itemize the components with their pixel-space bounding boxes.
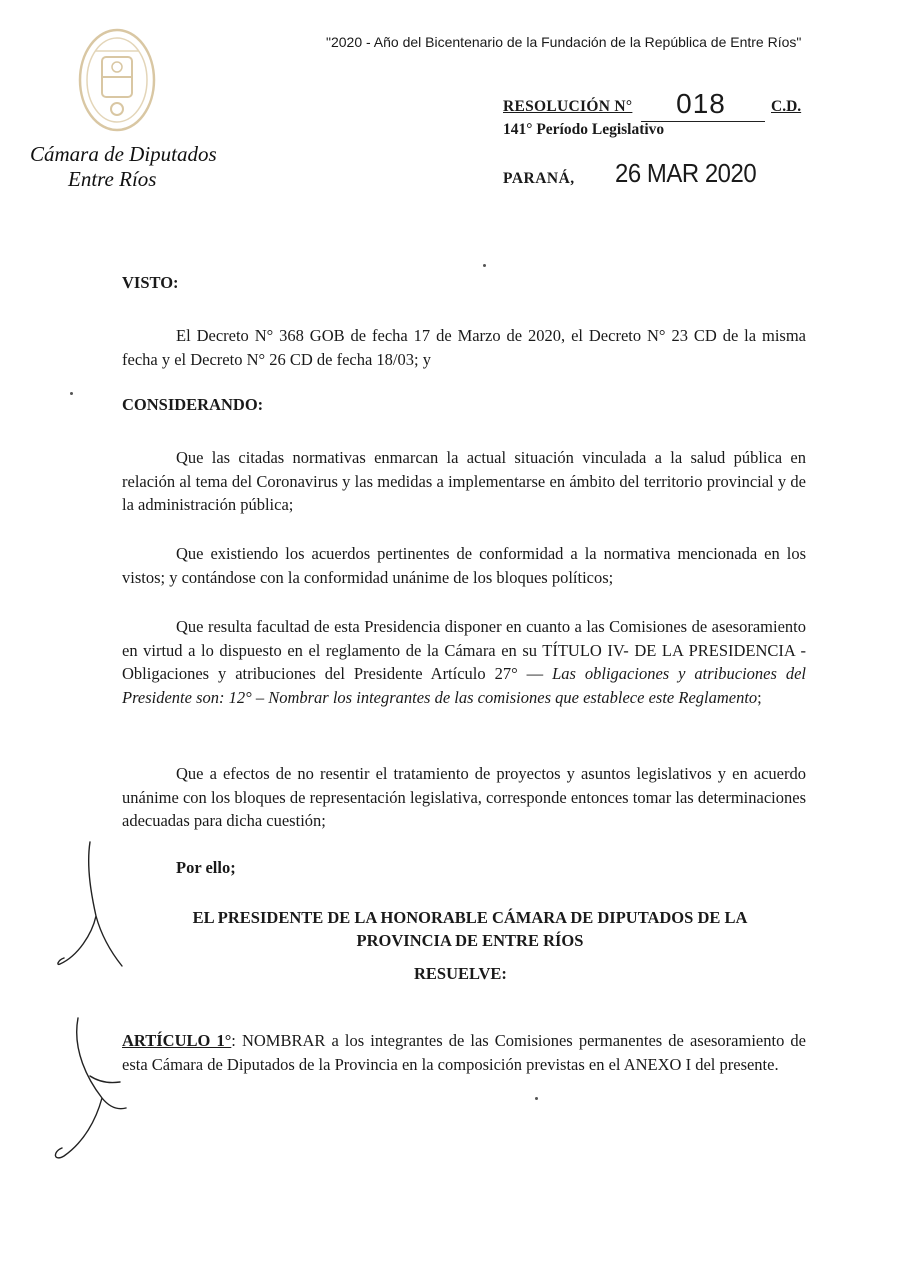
considerando-text-1: Que las citadas normativas enmarcan la actual situación vinculada a la salud pública en relación al tema del Coronavirus y las medidas a implementarse en ámbito del territorio provincial y de la administración pública; [122,448,806,514]
considerando-text-3: Que resulta facultad de esta Presidencia disponer en cuanto a las Comisiones de asesoramiento en virtud a lo dispuesto en el reglamento de la Cámara en su TÍTULO IV- DE LA PRESIDENCIA - Obligaciones y atribuciones del Presidente Artículo 27° — [122,617,806,683]
considerando-text-3-end: ; [757,687,762,707]
resolving-authority-line1: EL PRESIDENTE DE LA HONORABLE CÁMARA DE DIPUTADOS DE LA [192,908,748,927]
por-ello: Por ello; [176,858,236,877]
articulo-1-label: ARTÍCULO 1° [122,1031,232,1050]
visto-heading: VISTO: [122,273,179,292]
visto-paragraph [122,324,806,371]
considerando-heading: CONSIDERANDO: [122,395,264,414]
considerando-text-4: Que a efectos de no resentir el tratamiento de proyectos y asuntos legislativos y en acuerdo unánime con los bloques de representación legislativa, corresponde entonces tomar las determinaciones adecuadas para dicha cuestión; [122,764,806,830]
resolving-authority-line2: PROVINCIA DE ENTRE RÍOS [356,931,584,950]
paper-speck [535,1097,538,1100]
chamber-name-line2: Entre Ríos [68,167,157,191]
considerando-paragraph-4 [122,762,806,833]
paper-speck [70,392,73,395]
articulo-1 [122,1029,806,1076]
year-motto: "2020 - Año del Bicentenario de la Fundación de la República de Entre Ríos" [326,34,802,50]
resolution-suffix: C.D. [771,98,802,115]
signature-mark [44,1010,144,1180]
resuelve-heading: RESUELVE: [414,964,507,983]
considerando-text-2: Que existiendo los acuerdos pertinentes de conformidad a la normativa mencionada en los vistos; y contándose con la conformidad unánime de los bloques políticos; [122,544,806,587]
resolution-label: RESOLUCIÓN N° [503,98,633,115]
chamber-name [30,142,240,192]
legislative-period: 141° Período Legislativo [503,121,665,138]
paper-speck [483,264,486,267]
chamber-seal-icon [77,27,157,133]
considerando-paragraph-2 [122,542,806,589]
resolution-number: 018 [676,88,726,119]
visto-text: El Decreto N° 368 GOB de fecha 17 de Marzo de 2020, el Decreto N° 23 CD de la misma fecha y el Decreto N° 26 CD de fecha 18/03; y [122,326,806,369]
resolving-authority [130,906,810,952]
chamber-name-line1: Cámara de Diputados [30,142,217,166]
articulo-1-text: : NOMBRAR a los integrantes de las Comisiones permanentes de asesoramiento de esta Cámara de Diputados de la Provincia en la composición previstas en el ANEXO I del presente. [122,1031,806,1074]
place: PARANÁ, [503,170,575,187]
reglamento-quote: Las obligaciones y atribuciones del Presidente son: 12° – Nombrar los integrantes de las comisiones que establece este Reglamento [122,664,806,707]
date-stamp: 26 MAR 2020 [615,158,757,188]
signature-mark [52,838,132,978]
considerando-paragraph-1 [122,446,806,517]
place-date-line [503,156,803,196]
considerando-paragraph-3 [122,615,806,709]
